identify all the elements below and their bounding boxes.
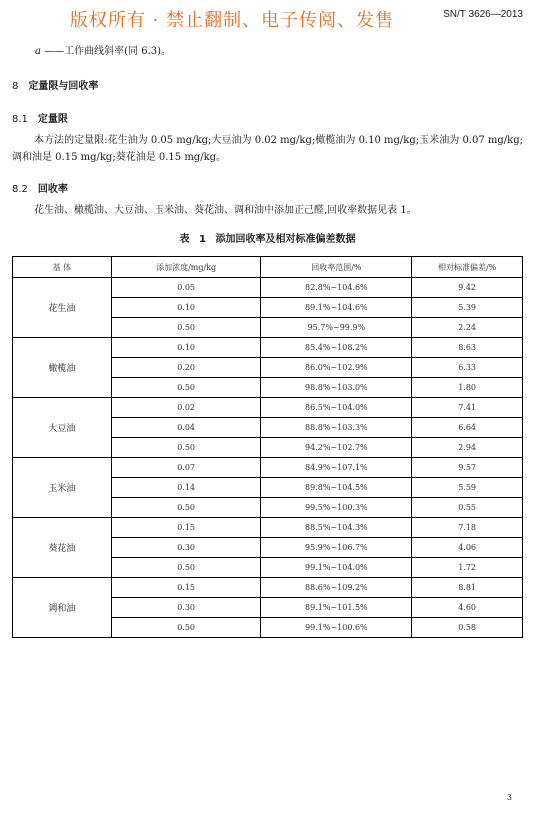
concentration-cell: 0.50: [111, 438, 261, 458]
table-row: [13, 398, 523, 418]
recovery-range-cell: 86.5%~104.0%: [261, 398, 412, 418]
matrix-cell: 葵花油: [13, 518, 112, 578]
formula-description: ——工作曲线斜率(同 6.3)。: [40, 46, 172, 57]
concentration-cell: 0.14: [111, 478, 261, 498]
section-number: 8: [12, 81, 19, 92]
section-number: 8.2: [12, 184, 28, 195]
rsd-cell: 9.42: [412, 278, 523, 298]
rsd-cell: 1.80: [412, 378, 523, 398]
table-row: [13, 278, 523, 298]
matrix-cell: 大豆油: [13, 398, 112, 458]
recovery-range-cell: 95.9%~106.7%: [261, 538, 412, 558]
table-header-row: [13, 257, 523, 278]
recovery-range-cell: 82.8%~104.6%: [261, 278, 412, 298]
recovery-range-cell: 99.1%~100.6%: [261, 618, 412, 638]
concentration-cell: 0.30: [111, 538, 261, 558]
concentration-cell: 0.05: [111, 278, 261, 298]
rsd-cell: 0.58: [412, 618, 523, 638]
concentration-cell: 0.20: [111, 358, 261, 378]
recovery-range-cell: 99.5%~100.3%: [261, 498, 412, 518]
concentration-cell: 0.15: [111, 518, 261, 538]
recovery-range-cell: 88.6%~109.2%: [261, 578, 412, 598]
concentration-cell: 0.10: [111, 298, 261, 318]
concentration-cell: 0.30: [111, 598, 261, 618]
section-8-1-heading: [12, 110, 68, 125]
recovery-range-cell: 85.4%~108.2%: [261, 338, 412, 358]
recovery-range-cell: 88.8%~103.3%: [261, 418, 412, 438]
section-title: 定量限: [37, 114, 68, 125]
section-8-2-paragraph: 花生油、橄榄油、大豆油、玉米油、葵花油、调和油中添加正己醛,回收率数据见表 1。: [34, 205, 417, 216]
table-row: [13, 338, 523, 358]
matrix-cell: 调和油: [13, 578, 112, 638]
recovery-range-cell: 89.1%~104.6%: [261, 298, 412, 318]
recovery-range-cell: 95.7%~99.9%: [261, 318, 412, 338]
concentration-cell: 0.50: [111, 378, 261, 398]
section-title: 回收率: [37, 184, 68, 195]
table-body: [13, 278, 523, 638]
standard-code: SN/T 3626—2013: [443, 9, 523, 20]
concentration-cell: 0.04: [111, 418, 261, 438]
rsd-cell: 7.41: [412, 398, 523, 418]
recovery-range-cell: 86.0%~102.9%: [261, 358, 412, 378]
concentration-cell: 0.50: [111, 318, 261, 338]
rsd-cell: 6.64: [412, 418, 523, 438]
rsd-cell: 8.81: [412, 578, 523, 598]
table-row: [13, 518, 523, 538]
recovery-range-cell: 89.8%~104.5%: [261, 478, 412, 498]
recovery-range-cell: 89.1%~101.5%: [261, 598, 412, 618]
concentration-cell: 0.02: [111, 398, 261, 418]
recovery-range-cell: 99.1%~104.0%: [261, 558, 412, 578]
section-title: 定量限与回收率: [28, 81, 99, 92]
rsd-cell: 8.63: [412, 338, 523, 358]
section-8-1-paragraph: 本方法的定量限:花生油为 0.05 mg/kg;大豆油为 0.02 mg/kg;橄榄油为 0.10 mg/kg;玉米油为 0.07 mg/kg;调和油是 0.15 mg/kg;葵花油是 0.15 mg/kg。: [12, 135, 523, 163]
matrix-cell: 玉米油: [13, 458, 112, 518]
header-recovery-range: 回收率范围/%: [261, 257, 412, 278]
rsd-cell: 4.60: [412, 598, 523, 618]
recovery-range-cell: 94.2%~102.7%: [261, 438, 412, 458]
recovery-table: [12, 256, 523, 638]
rsd-cell: 7.18: [412, 518, 523, 538]
table-row: [13, 458, 523, 478]
rsd-cell: 2.24: [412, 318, 523, 338]
rsd-cell: 6.33: [412, 358, 523, 378]
matrix-cell: 橄榄油: [13, 338, 112, 398]
concentration-cell: 0.50: [111, 618, 261, 638]
copyright-watermark: 版权所有 · 禁止翻制、电子传阅、发售: [70, 10, 395, 31]
rsd-cell: 1.72: [412, 558, 523, 578]
formula-note: [35, 42, 171, 57]
section-8-heading: [12, 77, 98, 92]
recovery-range-cell: 88.5%~104.3%: [261, 518, 412, 538]
recovery-range-cell: 84.9%~107.1%: [261, 458, 412, 478]
header-rsd: 相对标准偏差/%: [412, 257, 523, 278]
section-8-2-heading: [12, 180, 68, 195]
rsd-cell: 2.94: [412, 438, 523, 458]
rsd-cell: 5.39: [412, 298, 523, 318]
header-concentration: 添加浓度/mg/kg: [111, 257, 261, 278]
page-number: 3: [506, 793, 512, 802]
header-matrix: 基 体: [13, 257, 112, 278]
concentration-cell: 0.10: [111, 338, 261, 358]
rsd-cell: 5.59: [412, 478, 523, 498]
rsd-cell: 9.57: [412, 458, 523, 478]
formula-variable: a: [35, 46, 41, 57]
rsd-cell: 4.06: [412, 538, 523, 558]
matrix-cell: 花生油: [13, 278, 112, 338]
concentration-cell: 0.50: [111, 498, 261, 518]
concentration-cell: 0.15: [111, 578, 261, 598]
concentration-cell: 0.50: [111, 558, 261, 578]
table-row: [13, 578, 523, 598]
section-number: 8.1: [12, 114, 28, 125]
rsd-cell: 0.55: [412, 498, 523, 518]
concentration-cell: 0.07: [111, 458, 261, 478]
table-title: 表 1 添加回收率及相对标准偏差数据: [179, 234, 356, 245]
recovery-range-cell: 98.8%~103.0%: [261, 378, 412, 398]
